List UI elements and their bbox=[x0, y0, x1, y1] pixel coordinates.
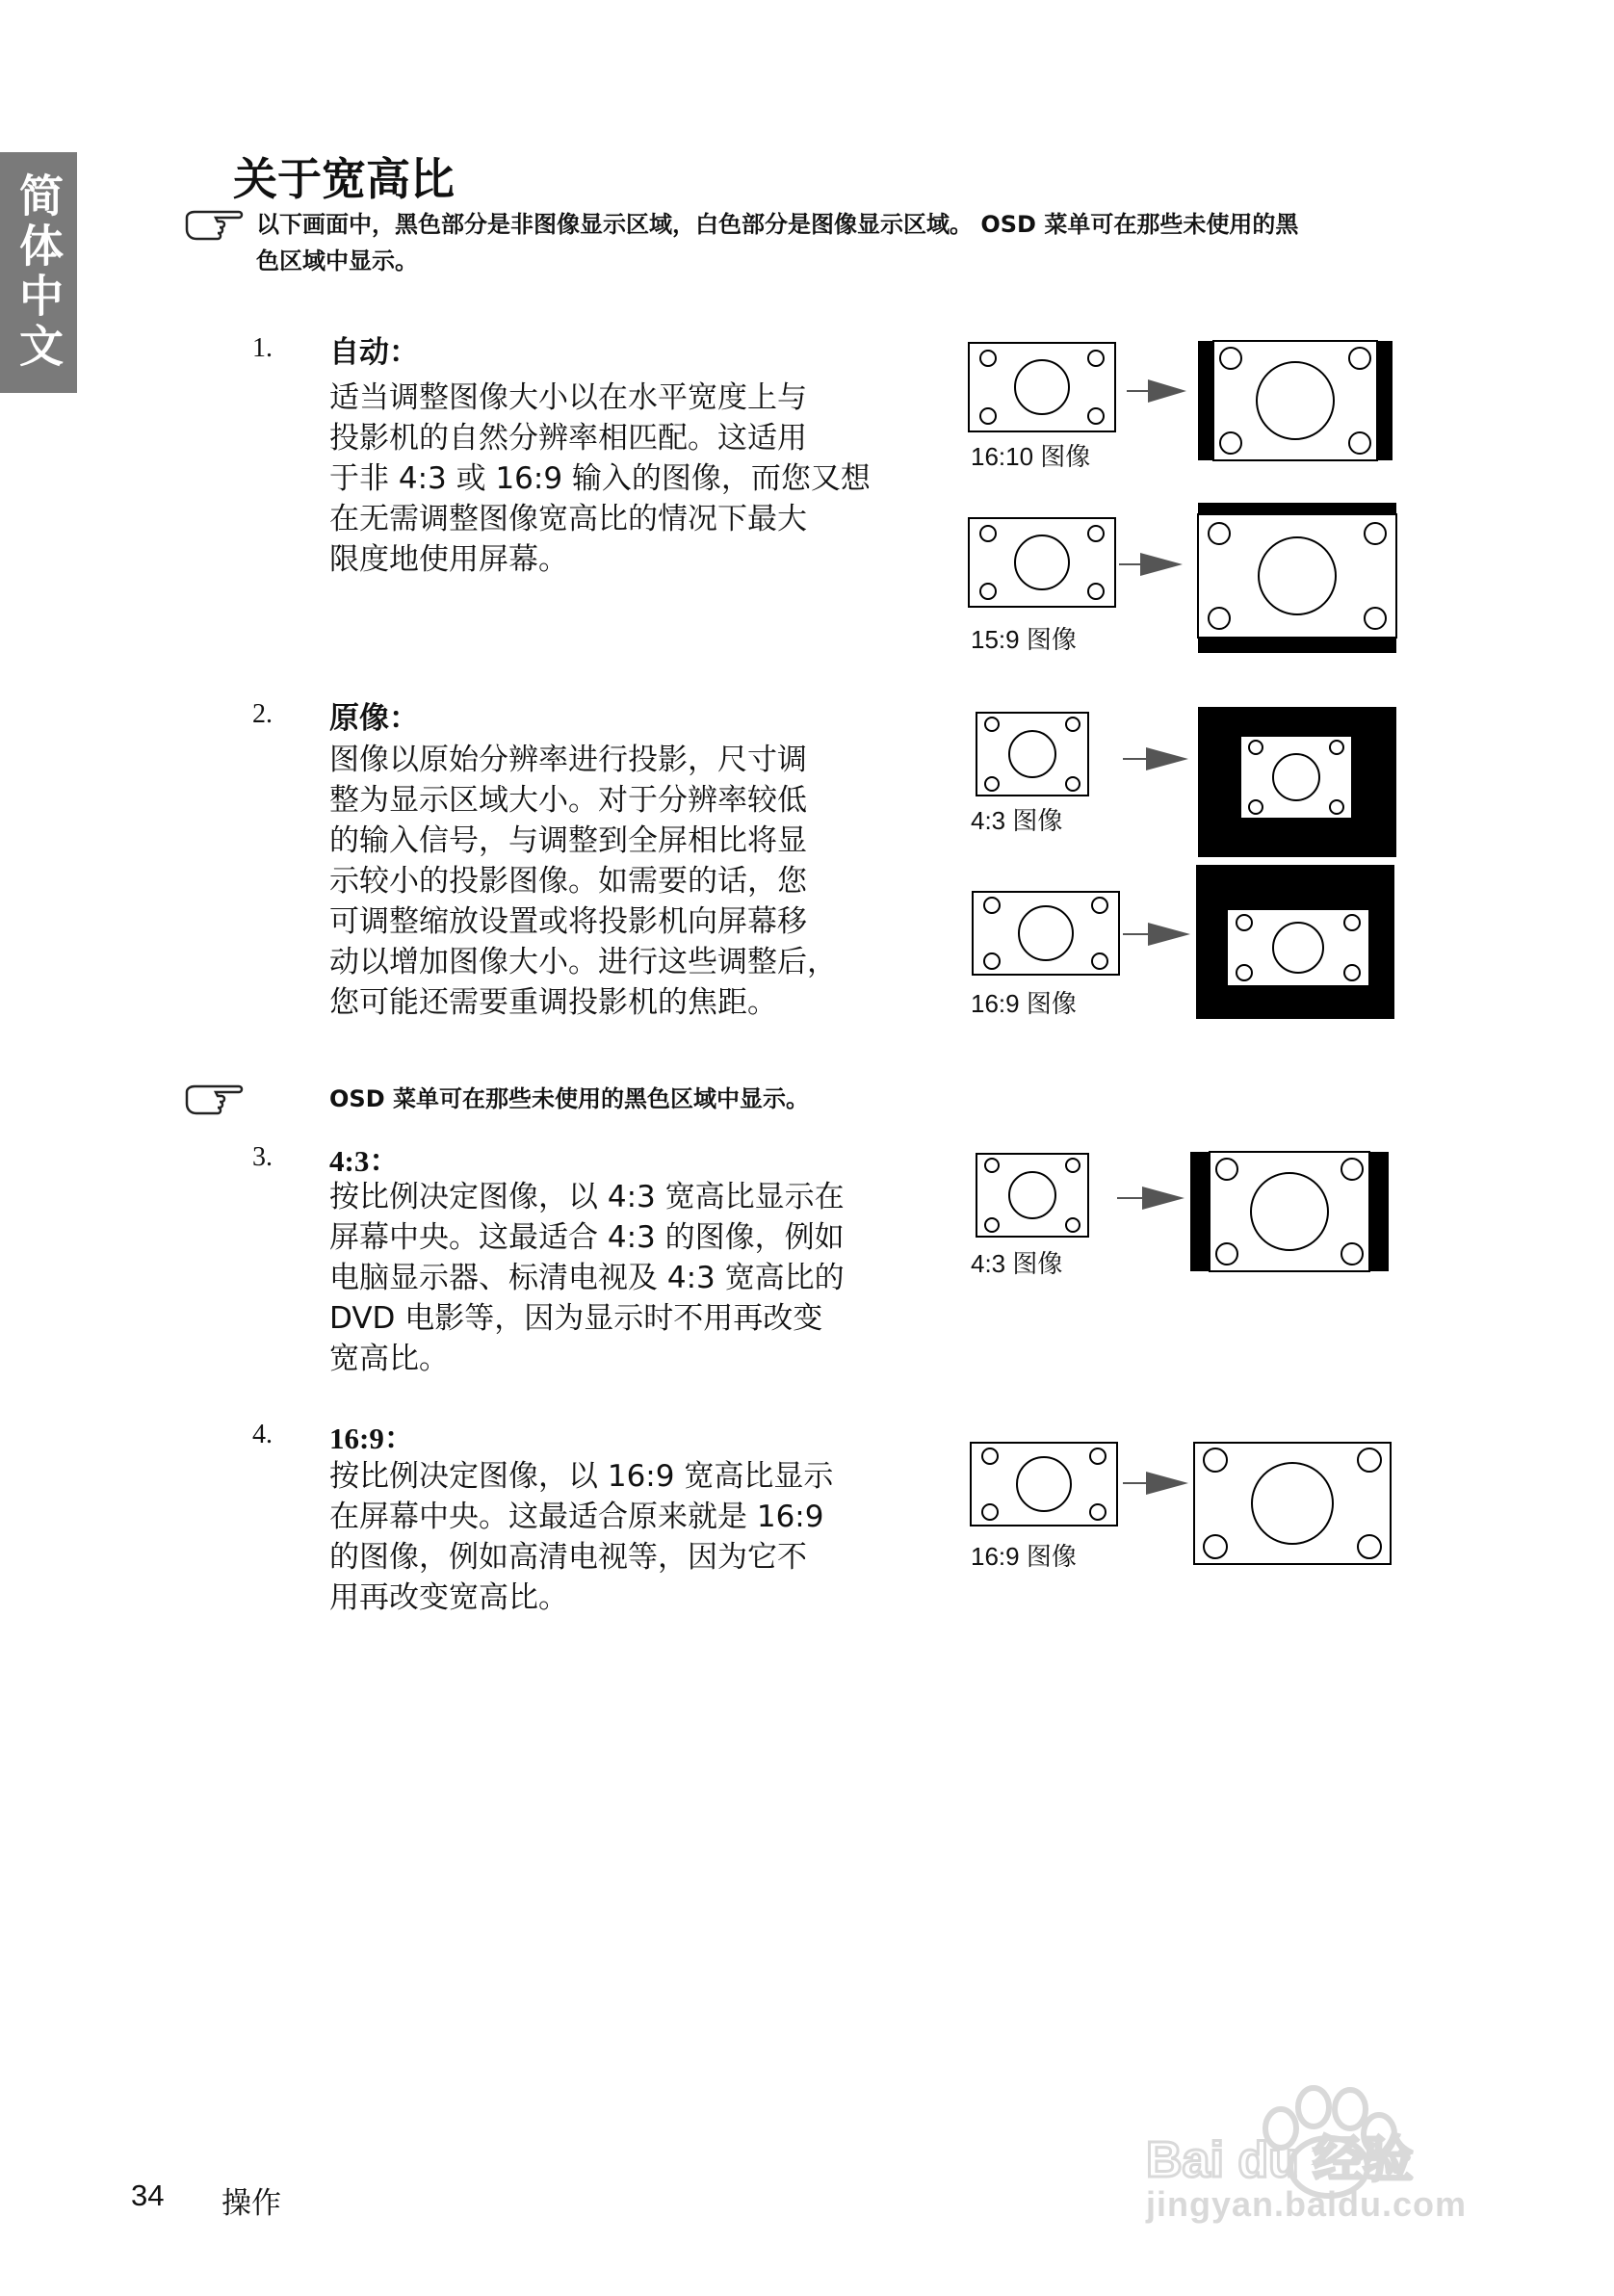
note-line: 以下画面中，黑色部分是非图像显示区域，白色部分是图像显示区域。 OSD 菜单可在那些未使用的黑 bbox=[256, 211, 1299, 238]
body-line: 的图像，例如高清电视等，因为它不 bbox=[329, 1540, 807, 1575]
item-title-16-9: 16:9： bbox=[329, 1422, 414, 1455]
item-body-auto bbox=[329, 378, 888, 580]
figure-caption: 16:9 图像 bbox=[971, 989, 1077, 1018]
item-number: 4. bbox=[252, 1420, 273, 1449]
body-line: 在屏幕中央。这最适合原来就是 16:9 bbox=[329, 1500, 824, 1534]
body-line: 在无需调整图像宽高比的情况下最大 bbox=[329, 502, 807, 536]
body-line: 可调整缩放设置或将投影机向屏幕移 bbox=[329, 904, 807, 939]
body-line: 按比例决定图像，以 4:3 宽高比显示在 bbox=[329, 1180, 845, 1214]
item-title-native: 原像： bbox=[329, 701, 419, 736]
body-line: 的输入信号，与调整到全屏相比将显 bbox=[329, 823, 807, 858]
figure-caption: 15:9 图像 bbox=[971, 625, 1077, 654]
figure-caption: 16:10 图像 bbox=[971, 442, 1091, 471]
figure-caption: 16:9 图像 bbox=[971, 1542, 1077, 1571]
body-line: 适当调整图像大小以在水平宽度上与 bbox=[329, 380, 807, 415]
item-body-4-3 bbox=[329, 1177, 888, 1379]
item-number: 3. bbox=[252, 1142, 273, 1172]
item-body-native bbox=[329, 740, 888, 1023]
pointing-hand-icon bbox=[183, 1083, 247, 1117]
watermark-brand: Bai du 经验 bbox=[1146, 2132, 1414, 2188]
item-number: 1. bbox=[252, 333, 273, 363]
body-line: 宽高比。 bbox=[329, 1342, 449, 1376]
pointing-hand-icon bbox=[183, 208, 247, 243]
item-number: 2. bbox=[252, 699, 273, 729]
language-side-tab: 简体中文 bbox=[0, 152, 77, 393]
body-line: 动以增加图像大小。进行这些调整后， bbox=[329, 945, 837, 979]
watermark-url: jingyan.baidu.com bbox=[1146, 2184, 1468, 2224]
figure-caption: 4:3 图像 bbox=[971, 1249, 1063, 1278]
body-line: DVD 电影等，因为显示时不用再改变 bbox=[329, 1301, 823, 1336]
body-line: 投影机的自然分辨率相匹配。这适用 bbox=[329, 421, 807, 456]
item-title-auto: 自动： bbox=[329, 335, 419, 370]
page-title: 关于宽高比 bbox=[233, 153, 455, 205]
body-line: 图像以原始分辨率进行投影，尺寸调 bbox=[329, 743, 807, 777]
body-line: 示较小的投影图像。如需要的话，您 bbox=[329, 864, 807, 899]
body-line: 于非 4:3 或 16:9 输入的图像，而您又想 bbox=[329, 461, 871, 496]
figure-caption: 4:3 图像 bbox=[971, 806, 1063, 835]
note-line: 色区域中显示。 bbox=[256, 248, 418, 274]
section-label: 操作 bbox=[221, 2186, 281, 2221]
body-line: 您可能还需要重调投影机的焦距。 bbox=[329, 985, 777, 1020]
note-general bbox=[256, 206, 1508, 279]
body-line: 屏幕中央。这最适合 4:3 的图像，例如 bbox=[329, 1220, 845, 1255]
body-line: 限度地使用屏幕。 bbox=[329, 542, 568, 577]
body-line: 整为显示区域大小。对于分辨率较低 bbox=[329, 783, 807, 818]
body-line: 按比例决定图像，以 16:9 宽高比显示 bbox=[329, 1459, 834, 1494]
item-title-4-3: 4:3： bbox=[329, 1144, 400, 1178]
note-osd: OSD 菜单可在那些未使用的黑色区域中显示。 bbox=[329, 1085, 809, 1112]
item-body-16-9 bbox=[329, 1456, 888, 1618]
page-number: 34 bbox=[131, 2179, 165, 2212]
body-line: 用再改变宽高比。 bbox=[329, 1580, 568, 1615]
body-line: 电脑显示器、标清电视及 4:3 宽高比的 bbox=[329, 1261, 845, 1295]
